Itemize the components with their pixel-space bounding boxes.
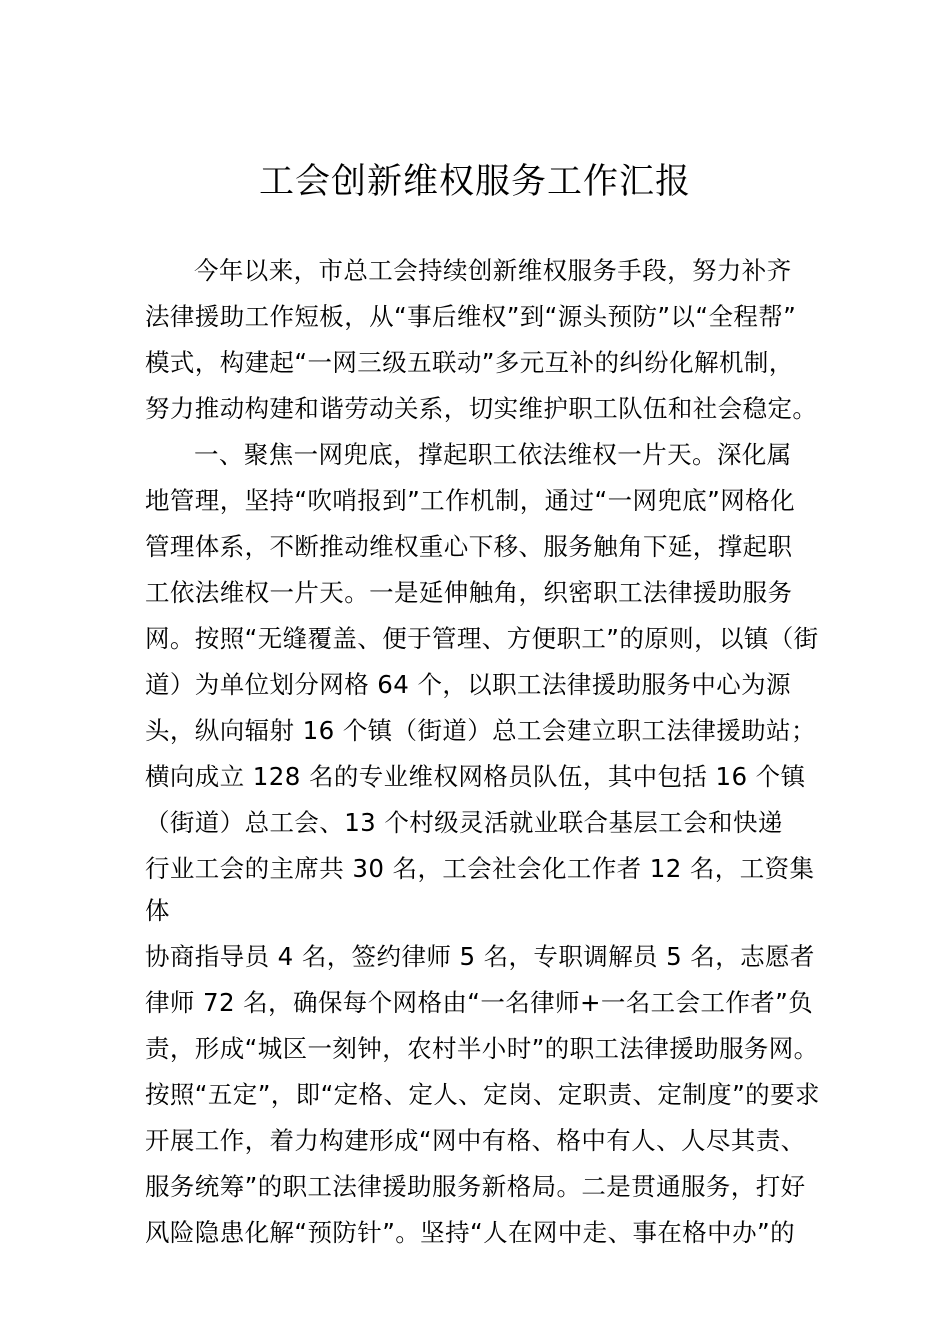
paragraph-line: 横向成立 128 名的专业维权网格员队伍，其中包括 16 个镇 <box>145 762 806 791</box>
paragraph-line: 一、聚焦一网兜底，撑起职工依法维权一片天。深化属 <box>194 440 792 469</box>
paragraph-line: 责，形成“城区一刻钟，农村半小时”的职工法律援助服务网。 <box>145 1034 819 1063</box>
document-title: 工会创新维权服务工作汇报 <box>258 162 691 202</box>
paragraph-line: 法律援助工作短板，从“事后维权”到“源头预防”以“全程帮” <box>145 302 797 331</box>
paragraph-line: 管理体系，不断推动维权重心下移、服务触角下延，撑起职 <box>145 532 793 561</box>
paragraph-line: 头，纵向辐射 16 个镇（街道）总工会建立职工法律援助站； <box>145 716 816 745</box>
paragraph-line: （街道）总工会、13 个村级灵活就业联合基层工会和快递 <box>145 808 783 837</box>
paragraph-line: 地管理，坚持“吹哨报到”工作机制，通过“一网兜底”网格化 <box>145 486 795 515</box>
paragraph-line: 律师 72 名，确保每个网格由“一名律师+一名工会工作者”负 <box>145 988 814 1017</box>
paragraph-line: 服务统筹”的职工法律援助服务新格局。二是贯通服务，打好 <box>145 1172 806 1201</box>
paragraph-line: 工依法维权一片天。一是延伸触角，织密职工法律援助服务 <box>145 578 793 607</box>
paragraph-line: 努力推动构建和谐劳动关系，切实维护职工队伍和社会稳定。 <box>145 394 818 423</box>
paragraph-line: 体 <box>145 896 170 925</box>
paragraph-line: 按照“五定”，即“定格、定人、定岗、定职责、定制度”的要求 <box>145 1080 820 1109</box>
paragraph-line: 风险隐患化解“预防针”。坚持“人在网中走、事在格中办”的 <box>145 1218 795 1247</box>
paragraph-line: 行业工会的主席共 30 名，工会社会化工作者 12 名，工资集 <box>145 854 815 883</box>
paragraph-line: 模式，构建起“一网三级五联动”多元互补的纠纷化解机制， <box>145 348 794 377</box>
paragraph-line: 协商指导员 4 名，签约律师 5 名，专职调解员 5 名，志愿者 <box>145 942 815 971</box>
paragraph-line: 开展工作，着力构建形成“网中有格、格中有人、人尽其责、 <box>145 1126 806 1155</box>
paragraph-line: 网。按照“无缝覆盖、便于管理、方便职工”的原则，以镇（街 <box>145 624 819 653</box>
paragraph-line: 道）为单位划分网格 64 个，以职工法律援助服务中心为源 <box>145 670 791 699</box>
paragraph-line: 今年以来，市总工会持续创新维权服务手段，努力补齐 <box>194 256 792 285</box>
